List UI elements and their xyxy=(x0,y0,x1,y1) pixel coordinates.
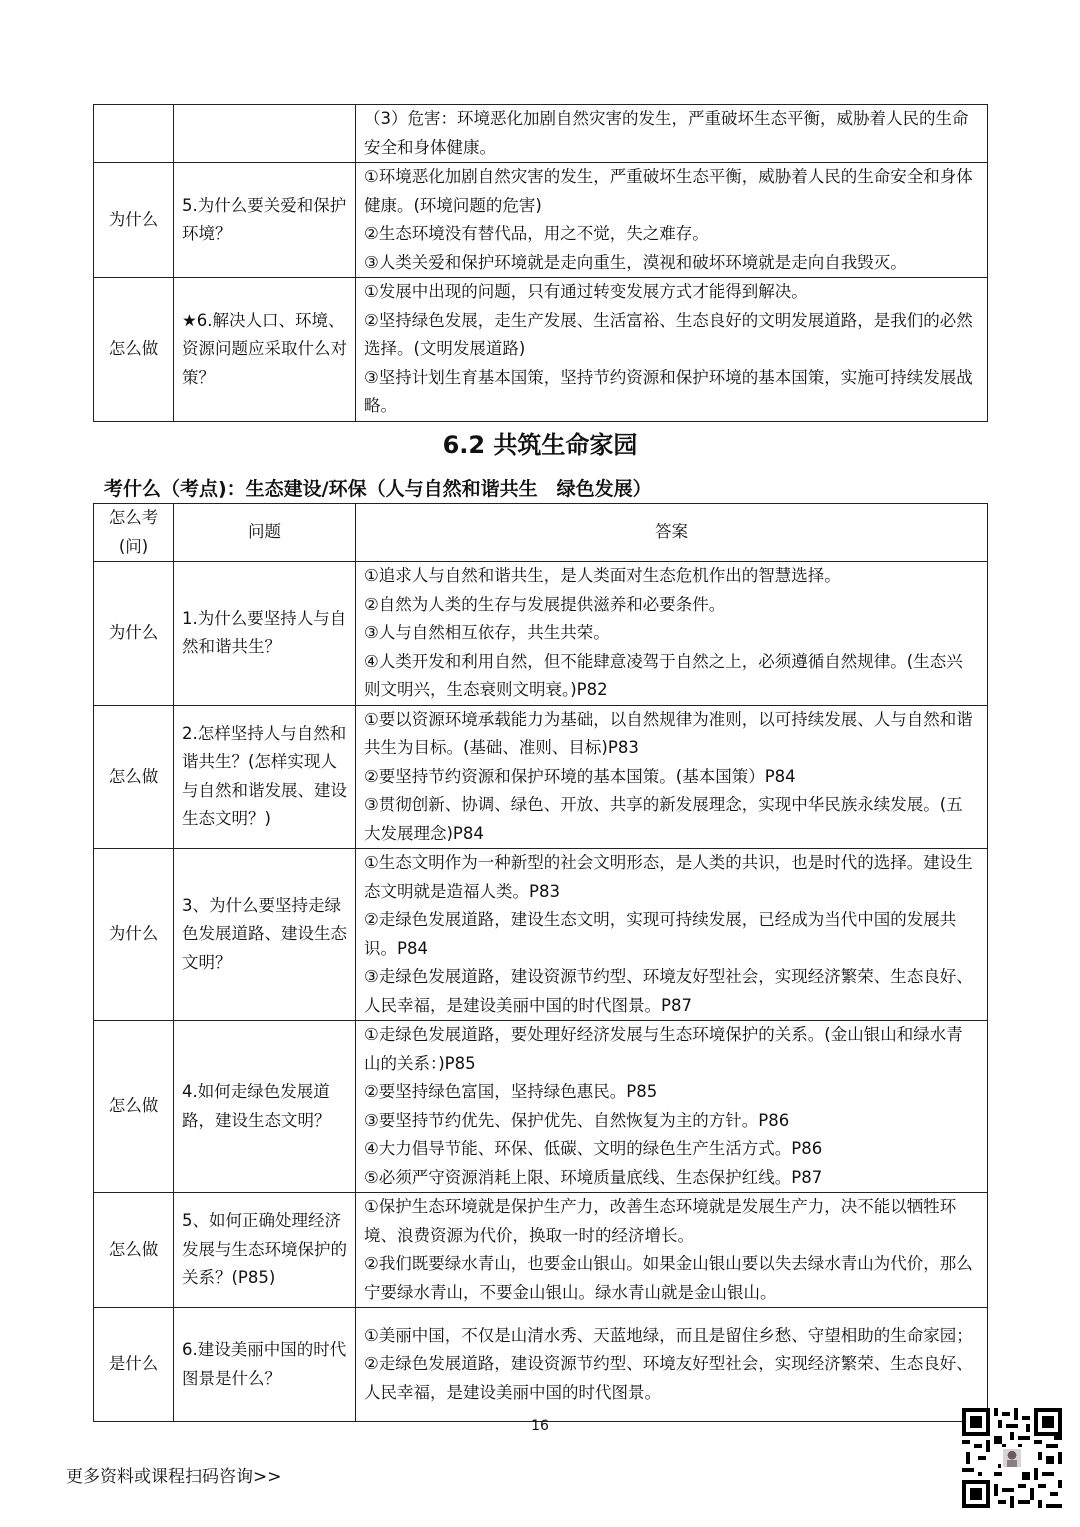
section-subtitle: 考什么（考点)：生态建设/环保（人与自然和谐共生 绿色发展） xyxy=(104,478,652,500)
answer-line: ①环境恶化加剧自然灾害的发生，严重破坏生态平衡，威胁着人民的生命安全和身体健康。(环境问题的危害) xyxy=(364,167,973,215)
table-row xyxy=(94,849,988,1021)
answer-line: ②我们既要绿水青山，也要金山银山。如果金山银山要以失去绿水青山为代价，那么宁要绿水青山，不要金山银山。绿水青山就是金山银山。 xyxy=(364,1254,973,1302)
category-cell: 怎么做 xyxy=(94,278,174,422)
answer-line: （3）危害：环境恶化加剧自然灾害的发生，严重破坏生态平衡，威胁着人民的生命安全和身体健康。 xyxy=(364,109,969,157)
answer-cell xyxy=(356,1193,988,1308)
answer-line: ①追求人与自然和谐共生，是人类面对生态危机作出的智慧选择。 xyxy=(364,566,841,585)
category-cell xyxy=(94,105,174,163)
answer-line: ①保护生态环境就是保护生产力，改善生态环境就是发展生产力，决不能以牺牲环境、浪费资源为代价，换取一时的经济增长。 xyxy=(364,1197,957,1245)
answer-line: ③走绿色发展道路，建设资源节约型、环境友好型社会，实现经济繁荣、生态良好、人民幸福，是建设美丽中国的时代图景。P87 xyxy=(364,967,973,1015)
answer-line: ①美丽中国，不仅是山清水秀、天蓝地绿，而且是留住乡愁、守望相助的生命家园； xyxy=(364,1325,973,1345)
answer-line: ①要以资源环境承载能力为基础，以自然规律为准则，以可持续发展、人与自然和谐共生为目标。(基础、准则、目标)P83 xyxy=(364,709,973,757)
header-cell-answer: 答案 xyxy=(356,504,988,562)
table-row xyxy=(94,163,988,278)
header-cell-method: 怎么考(问) xyxy=(94,504,174,562)
question-cell: 6.建设美丽中国的时代图景是什么？ xyxy=(174,1308,356,1422)
answer-line: ①走绿色发展道路，要处理好经济发展与生态环境保护的关系。(金山银山和绿水青山的关系：)P85 xyxy=(364,1025,963,1073)
table-row xyxy=(94,1193,988,1308)
answer-line: ③要坚持节约优先、保护优先、自然恢复为主的方针。P86 xyxy=(364,1110,790,1130)
answer-cell xyxy=(356,1021,988,1193)
page-number: 16 xyxy=(531,1418,549,1434)
question-cell xyxy=(174,105,356,163)
header-cell-question: 问题 xyxy=(174,504,356,562)
answer-line: ⑤必须严守资源消耗上限、环境质量底线、生态保护红线。P87 xyxy=(364,1167,823,1187)
section-title: 6.2 共筑生命家园 xyxy=(442,431,638,459)
answer-line: ②坚持绿色发展，走生产发展、生活富裕、生态良好的文明发展道路，是我们的必然选择。(文明发展道路) xyxy=(364,310,973,358)
answer-line: ③贯彻创新、协调、绿色、开放、共享的新发展理念，实现中华民族永续发展。(五大发展理念)P84 xyxy=(364,795,963,843)
qr-code-icon[interactable] xyxy=(962,1408,1062,1508)
answer-cell xyxy=(356,705,988,849)
category-cell: 怎么做 xyxy=(94,1193,174,1308)
answer-line: ②生态环境没有替代品，用之不觉，失之难存。 xyxy=(364,224,709,243)
qr-code-graphic xyxy=(962,1408,1062,1508)
table-row xyxy=(94,705,988,849)
answer-line: ③人类关爱和保护环境就是走向重生，漠视和破坏环境就是走向自我毁灭。 xyxy=(364,252,907,272)
answer-cell xyxy=(356,105,988,163)
question-cell: 2.怎样坚持人与自然和谐共生？(怎样实现人与自然和谐发展、建设生态文明？) xyxy=(174,705,356,849)
table-header-row xyxy=(94,504,988,562)
answer-line: ②要坚持绿色富国，坚持绿色惠民。P85 xyxy=(364,1082,658,1101)
category-cell: 为什么 xyxy=(94,163,174,278)
answer-cell xyxy=(356,278,988,422)
question-cell: 5.为什么要关爱和保护环境？ xyxy=(174,163,356,278)
table-row xyxy=(94,105,988,163)
qa-table xyxy=(93,503,988,1422)
answer-cell xyxy=(356,849,988,1021)
question-cell: 4.如何走绿色发展道路，建设生态文明？ xyxy=(174,1021,356,1193)
answer-line: ①生态文明作为一种新型的社会文明形态，是人类的共识，也是时代的选择。建设生态文明就是造福人类。P83 xyxy=(364,853,973,901)
question-cell: 1.为什么要坚持人与自然和谐共生？ xyxy=(174,562,356,706)
footer-text: 更多资料或课程扫码咨询>> xyxy=(66,1467,282,1487)
question-cell: ★6.解决人口、环境、资源问题应采取什么对策？ xyxy=(174,278,356,422)
answer-line: ③人与自然相互依存，共生共荣。 xyxy=(364,623,610,642)
answer-line: ②走绿色发展道路，建设资源节约型、环境友好型社会，实现经济繁荣、生态良好、人民幸福，是建设美丽中国的时代图景。 xyxy=(364,1354,973,1402)
answer-cell xyxy=(356,562,988,706)
question-cell: 3、为什么要坚持走绿色发展道路、建设生态文明？ xyxy=(174,849,356,1021)
answer-line: ④大力倡导节能、环保、低碳、文明的绿色生产生活方式。P86 xyxy=(364,1139,823,1158)
table-row xyxy=(94,1308,988,1422)
answer-line: ③坚持计划生育基本国策，坚持节约资源和保护环境的基本国策，实施可持续发展战略。 xyxy=(364,367,973,415)
answer-line: ①发展中出现的问题，只有通过转变发展方式才能得到解决。 xyxy=(364,282,808,301)
table-row xyxy=(94,278,988,422)
answer-cell xyxy=(356,1308,988,1422)
question-cell: 5、如何正确处理经济发展与生态环境保护的关系？(P85) xyxy=(174,1193,356,1308)
category-cell: 是什么 xyxy=(94,1308,174,1422)
table-row xyxy=(94,562,988,706)
category-cell: 怎么做 xyxy=(94,705,174,849)
continuation-table xyxy=(93,104,988,422)
answer-line: ②走绿色发展道路，建设生态文明，实现可持续发展，已经成为当代中国的发展共识。P84 xyxy=(364,910,957,958)
answer-cell xyxy=(356,163,988,278)
table-row xyxy=(94,1021,988,1193)
answer-line: ②要坚持节约资源和保护环境的基本国策。(基本国策）P84 xyxy=(364,766,796,786)
category-cell: 怎么做 xyxy=(94,1021,174,1193)
answer-line: ②自然为人类的生存与发展提供滋养和必要条件。 xyxy=(364,594,726,614)
category-cell: 为什么 xyxy=(94,562,174,706)
category-cell: 为什么 xyxy=(94,849,174,1021)
answer-line: ④人类开发和利用自然，但不能肆意凌驾于自然之上，必须遵循自然规律。(生态兴则文明兴，生态衰则文明衰。)P82 xyxy=(364,651,963,699)
